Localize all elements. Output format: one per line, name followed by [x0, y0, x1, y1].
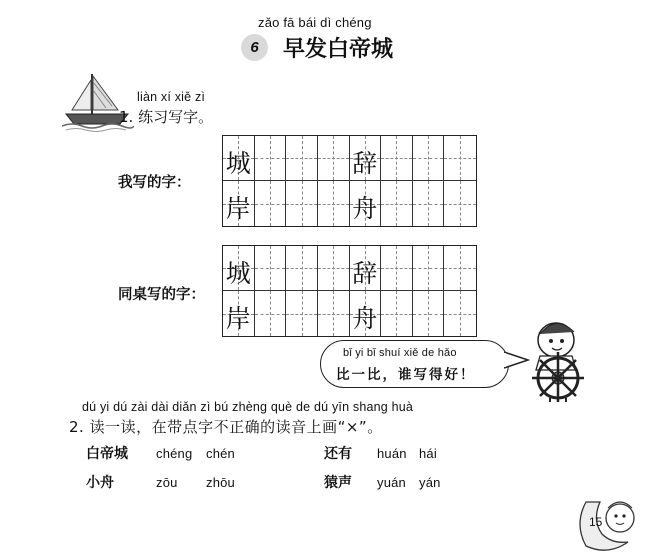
- grid-cell[interactable]: [286, 181, 318, 226]
- option-cheng[interactable]: chéng: [156, 446, 193, 461]
- moon-character-icon: [572, 494, 642, 554]
- grid-cell[interactable]: [413, 136, 445, 181]
- section1-heading: 1. 练习写字。: [119, 108, 214, 126]
- sailor-boy-icon: [520, 310, 600, 402]
- section1-pinyin: liàn xí xiě zì: [137, 90, 206, 104]
- grid-cell[interactable]: [318, 181, 350, 226]
- writing-grid-mine: [222, 135, 477, 227]
- grid-cell[interactable]: [255, 181, 287, 226]
- grid-cell[interactable]: [255, 246, 287, 291]
- grid-cell[interactable]: [223, 291, 255, 336]
- grid-cell[interactable]: [286, 291, 318, 336]
- option-chen[interactable]: chén: [206, 446, 235, 461]
- deskmate-writing-label: 同桌写的字：: [118, 287, 205, 303]
- option-yuan[interactable]: yuán: [377, 475, 406, 490]
- option-yan[interactable]: yán: [419, 475, 441, 490]
- grid-cell[interactable]: [286, 246, 318, 291]
- grid-cell[interactable]: [444, 246, 476, 291]
- model-character: 辞: [352, 148, 378, 178]
- grid-cell[interactable]: [318, 291, 350, 336]
- grid-cell[interactable]: [413, 181, 445, 226]
- grid-cell[interactable]: [350, 136, 382, 181]
- lesson-title: 早发白帝城: [283, 37, 394, 62]
- grid-cell[interactable]: [223, 136, 255, 181]
- option-hai[interactable]: hái: [419, 446, 437, 461]
- lesson-number-badge: 6: [241, 34, 268, 61]
- model-character: 辞: [352, 258, 378, 288]
- section2-heading: 2. 读一读，在带点字不正确的读音上画“×”。: [69, 418, 383, 436]
- grid-cell[interactable]: [413, 291, 445, 336]
- word-baidicheng: 白帝城: [86, 446, 128, 462]
- model-character: 岸: [225, 303, 251, 333]
- grid-cell[interactable]: [318, 246, 350, 291]
- grid-cell[interactable]: [255, 136, 287, 181]
- speech-bubble: [320, 340, 509, 388]
- grid-cell[interactable]: [381, 136, 413, 181]
- grid-cell[interactable]: [381, 291, 413, 336]
- model-character: 城: [225, 148, 251, 178]
- word-xiaozhou: 小舟: [86, 475, 114, 491]
- grid-cell[interactable]: [444, 136, 476, 181]
- grid-cell[interactable]: [255, 291, 287, 336]
- grid-cell[interactable]: [350, 291, 382, 336]
- grid-cell[interactable]: [350, 246, 382, 291]
- grid-cell[interactable]: [318, 136, 350, 181]
- title-pinyin: zǎo fā bái dì chéng: [258, 15, 372, 30]
- grid-cell[interactable]: [413, 246, 445, 291]
- grid-cell[interactable]: [223, 181, 255, 226]
- model-character: 城: [225, 258, 251, 288]
- word-yuansheng: 猿声: [324, 475, 352, 491]
- word-haiyou: 还有: [324, 446, 352, 462]
- grid-cell[interactable]: [444, 181, 476, 226]
- my-writing-label: 我写的字：: [118, 175, 191, 191]
- grid-cell[interactable]: [286, 136, 318, 181]
- grid-cell[interactable]: [223, 246, 255, 291]
- grid-cell[interactable]: [444, 291, 476, 336]
- grid-cell[interactable]: [381, 181, 413, 226]
- model-character: 舟: [352, 193, 378, 223]
- grid-cell[interactable]: [381, 246, 413, 291]
- option-huan[interactable]: huán: [377, 446, 407, 461]
- section2-pinyin: dú yi dú zài dài diǎn zì bú zhèng què de dú yīn shang huà: [82, 400, 414, 414]
- writing-grid-deskmate: [222, 245, 477, 337]
- model-character: 岸: [225, 193, 251, 223]
- page-number: 15: [589, 515, 603, 529]
- bubble-text: 比一比，谁写得好！: [336, 367, 476, 383]
- bubble-pinyin: bǐ yi bǐ shuí xiě de hǎo: [343, 347, 457, 359]
- option-zou[interactable]: zōu: [156, 475, 178, 490]
- option-zhou[interactable]: zhōu: [206, 475, 235, 490]
- grid-cell[interactable]: [350, 181, 382, 226]
- model-character: 舟: [352, 303, 378, 333]
